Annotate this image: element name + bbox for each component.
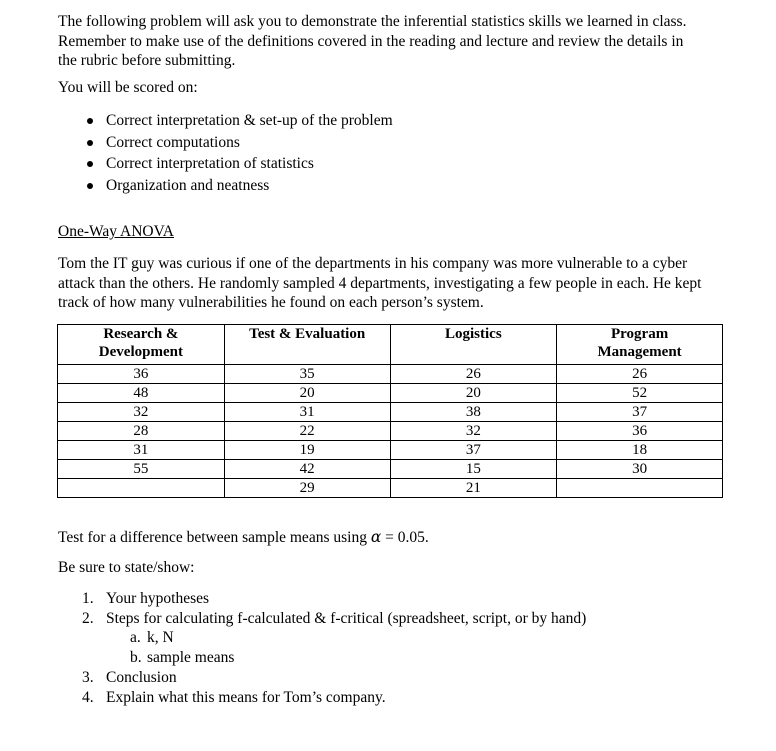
intro-paragraph	[58, 12, 686, 71]
test-statement: Test for a difference between sample means using α = 0.05.	[58, 528, 429, 546]
table-cell: 15	[390, 460, 557, 479]
table-cell: 32	[58, 403, 225, 422]
table-cell: 42	[224, 460, 390, 479]
table-cell: 32	[390, 422, 557, 441]
scenario-paragraph	[58, 254, 701, 313]
table-row	[58, 479, 723, 498]
scenario-line: track of how many vulnerabilities he found on each person’s system.	[58, 294, 484, 311]
bullet-icon	[87, 140, 93, 146]
table-row	[58, 384, 723, 403]
table-cell: 48	[58, 384, 225, 403]
list-item: 4. Explain what this means for Tom’s company.	[82, 689, 386, 706]
bullet-icon	[87, 161, 93, 167]
table-row	[58, 441, 723, 460]
table-cell: 19	[224, 441, 390, 460]
column-header-program-mgmt: Program Management	[557, 325, 723, 365]
scenario-line: Tom the IT guy was curious if one of the departments in his company was more vulnerable to a cyber	[58, 255, 688, 272]
intro-line: the rubric before submitting.	[58, 52, 236, 69]
substeps-list	[130, 628, 234, 668]
table-cell: 37	[390, 441, 557, 460]
table-cell: 31	[58, 441, 225, 460]
data-table	[57, 324, 723, 498]
table-cell	[557, 479, 723, 498]
table-cell: 29	[224, 479, 390, 498]
table-cell: 28	[58, 422, 225, 441]
be-sure-label: Be sure to state/show:	[58, 559, 195, 576]
table-header-row	[58, 325, 723, 365]
section-heading: One-Way ANOVA	[58, 223, 174, 240]
table-row	[58, 422, 723, 441]
table-cell: 18	[557, 441, 723, 460]
list-item: a. k, N	[130, 629, 174, 646]
table-cell: 52	[557, 384, 723, 403]
table-cell: 22	[224, 422, 390, 441]
alpha-symbol: α	[370, 528, 382, 546]
intro-line: Remember to make use of the definitions covered in the reading and lecture and review the details in	[58, 32, 684, 50]
list-item: 3. Conclusion	[82, 669, 177, 686]
table-cell: 26	[557, 365, 723, 384]
table-row	[58, 460, 723, 479]
table-cell: 37	[557, 403, 723, 422]
steps-list-continued	[82, 668, 386, 708]
scoring-list	[84, 110, 393, 196]
table-cell: 30	[557, 460, 723, 479]
table-cell: 55	[58, 460, 225, 479]
table-cell: 20	[224, 384, 390, 403]
list-item: Organization and neatness	[84, 175, 393, 197]
column-header-research: Research & Development	[58, 325, 225, 365]
table-cell: 26	[390, 365, 557, 384]
table-cell	[58, 479, 225, 498]
bullet-icon	[87, 118, 93, 124]
table-cell: 36	[58, 365, 225, 384]
table-cell: 35	[224, 365, 390, 384]
column-header-test-eval: Test & Evaluation	[224, 325, 390, 365]
table-cell: 21	[390, 479, 557, 498]
list-item: Correct interpretation & set-up of the problem	[84, 110, 393, 132]
list-item: b. sample means	[130, 649, 235, 666]
table-cell: 38	[390, 403, 557, 422]
table-row	[58, 365, 723, 384]
list-item: 1. Your hypotheses	[82, 590, 210, 607]
bullet-icon	[87, 183, 93, 189]
scenario-line: attack than the others. He randomly sampled 4 departments, investigating a few people in each. He kept	[58, 274, 702, 292]
table-row	[58, 403, 723, 422]
table-cell: 31	[224, 403, 390, 422]
steps-list	[82, 589, 586, 629]
column-header-logistics: Logistics	[390, 325, 557, 365]
intro-line: The following problem will ask you to demonstrate the inferential statistics skills we learned in class.	[58, 13, 687, 30]
list-item: Correct computations	[84, 132, 393, 154]
scored-label: You will be scored on:	[58, 79, 198, 96]
list-item: 2. Steps for calculating f-calculated & f-critical (spreadsheet, script, or by hand)	[82, 610, 587, 627]
list-item: Correct interpretation of statistics	[84, 153, 393, 175]
table-cell: 20	[390, 384, 557, 403]
table-cell: 36	[557, 422, 723, 441]
